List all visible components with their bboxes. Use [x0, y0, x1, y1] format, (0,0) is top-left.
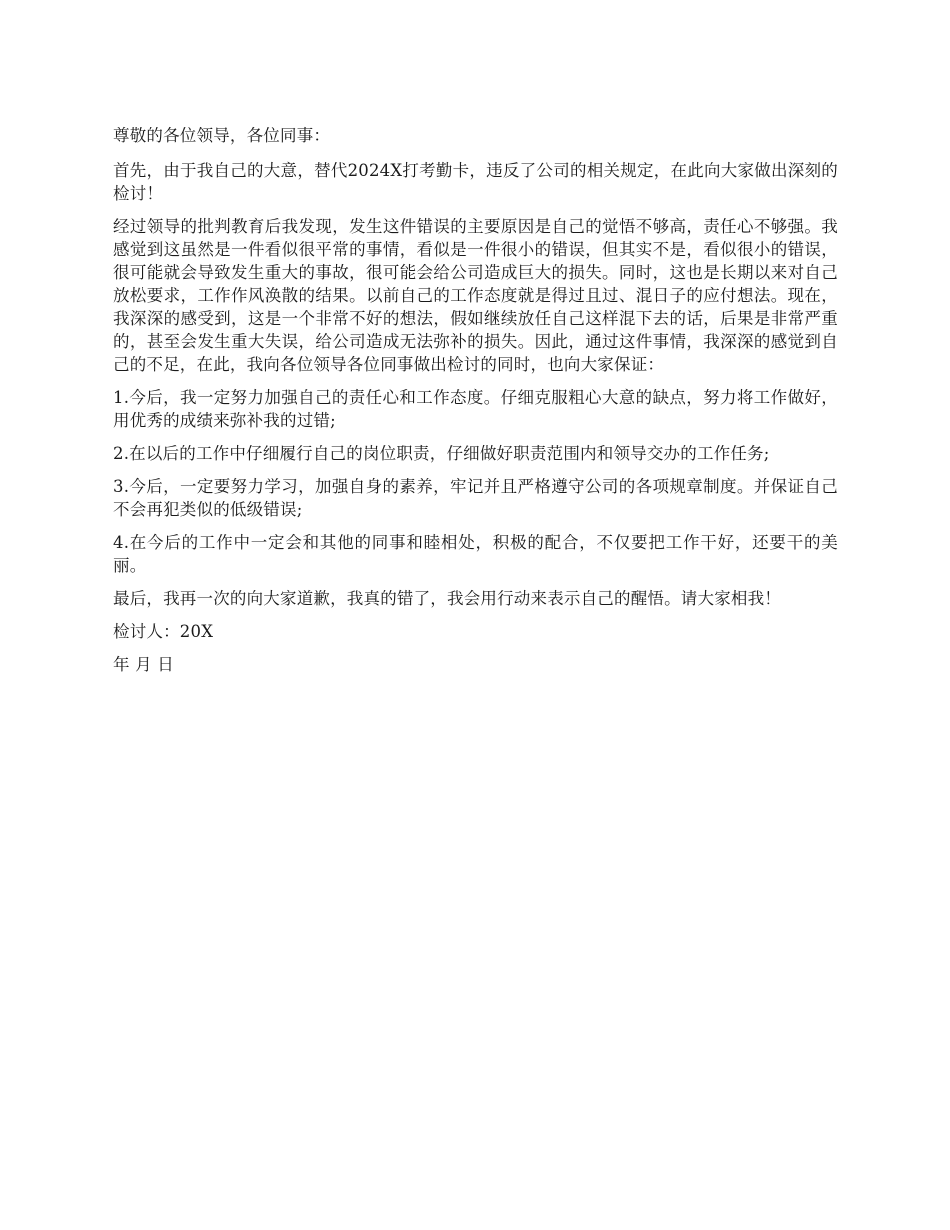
pledge-item-2: 2.在以后的工作中仔细履行自己的岗位职责，仔细做好职责范围内和领导交办的工作任务;	[113, 444, 770, 463]
signature-line: 检讨人：20X	[113, 622, 214, 641]
pledge-item-4: 4.在今后的工作中一定会和其他的同事和睦相处，积极的配合，不仅要把工作干好，还要干的美丽。	[113, 533, 838, 575]
pledge-item-3: 3.今后，一定要努力学习，加强自身的素养，牢记并且严格遵守公司的各项规章制度。并保证自己不会再犯类似的低级错误;	[113, 477, 838, 519]
pledge-item-1: 1.今后，我一定努力加强自己的责任心和工作态度。仔细克服粗心大意的缺点，努力将工作做好，用优秀的成绩来弥补我的过错;	[113, 388, 838, 430]
paragraph-reflection: 经过领导的批判教育后我发现，发生这件错误的主要原因是自己的觉悟不够高，责任心不够强。我感觉到这虽然是一件看似很平常的事情，看似是一件很小的错误，但其实不是，看似很小的错误，很可能就会导致发生重大的事故，很可能会给公司造成巨大的损失。同时，这也是长期以来对自己放松要求，工作作风涣散的结果。以前自己的工作态度就是得过且过、混日子的应付想法。现在，我深深的感受到，这是一个非常不好的想法，假如继续放任自己这样混下去的话，后果是非常严重的，甚至会发生重大失误，给公司造成无法弥补的损失。因此，通过这件事情，我深深的感觉到自己的不足，在此，我向各位领导各位同事做出检讨的同时，也向大家保证：	[113, 217, 838, 374]
document-body	[113, 124, 838, 686]
paragraph-closing: 最后，我再一次的向大家道歉，我真的错了，我会用行动来表示自己的醒悟。请大家相我！	[113, 589, 781, 608]
paragraph-intro: 首先，由于我自己的大意，替代2024X打考勤卡，违反了公司的相关规定，在此向大家做出深刻的检讨！	[113, 161, 838, 203]
salutation: 尊敬的各位领导，各位同事：	[113, 126, 331, 145]
date-line: 年 月 日	[113, 655, 174, 674]
